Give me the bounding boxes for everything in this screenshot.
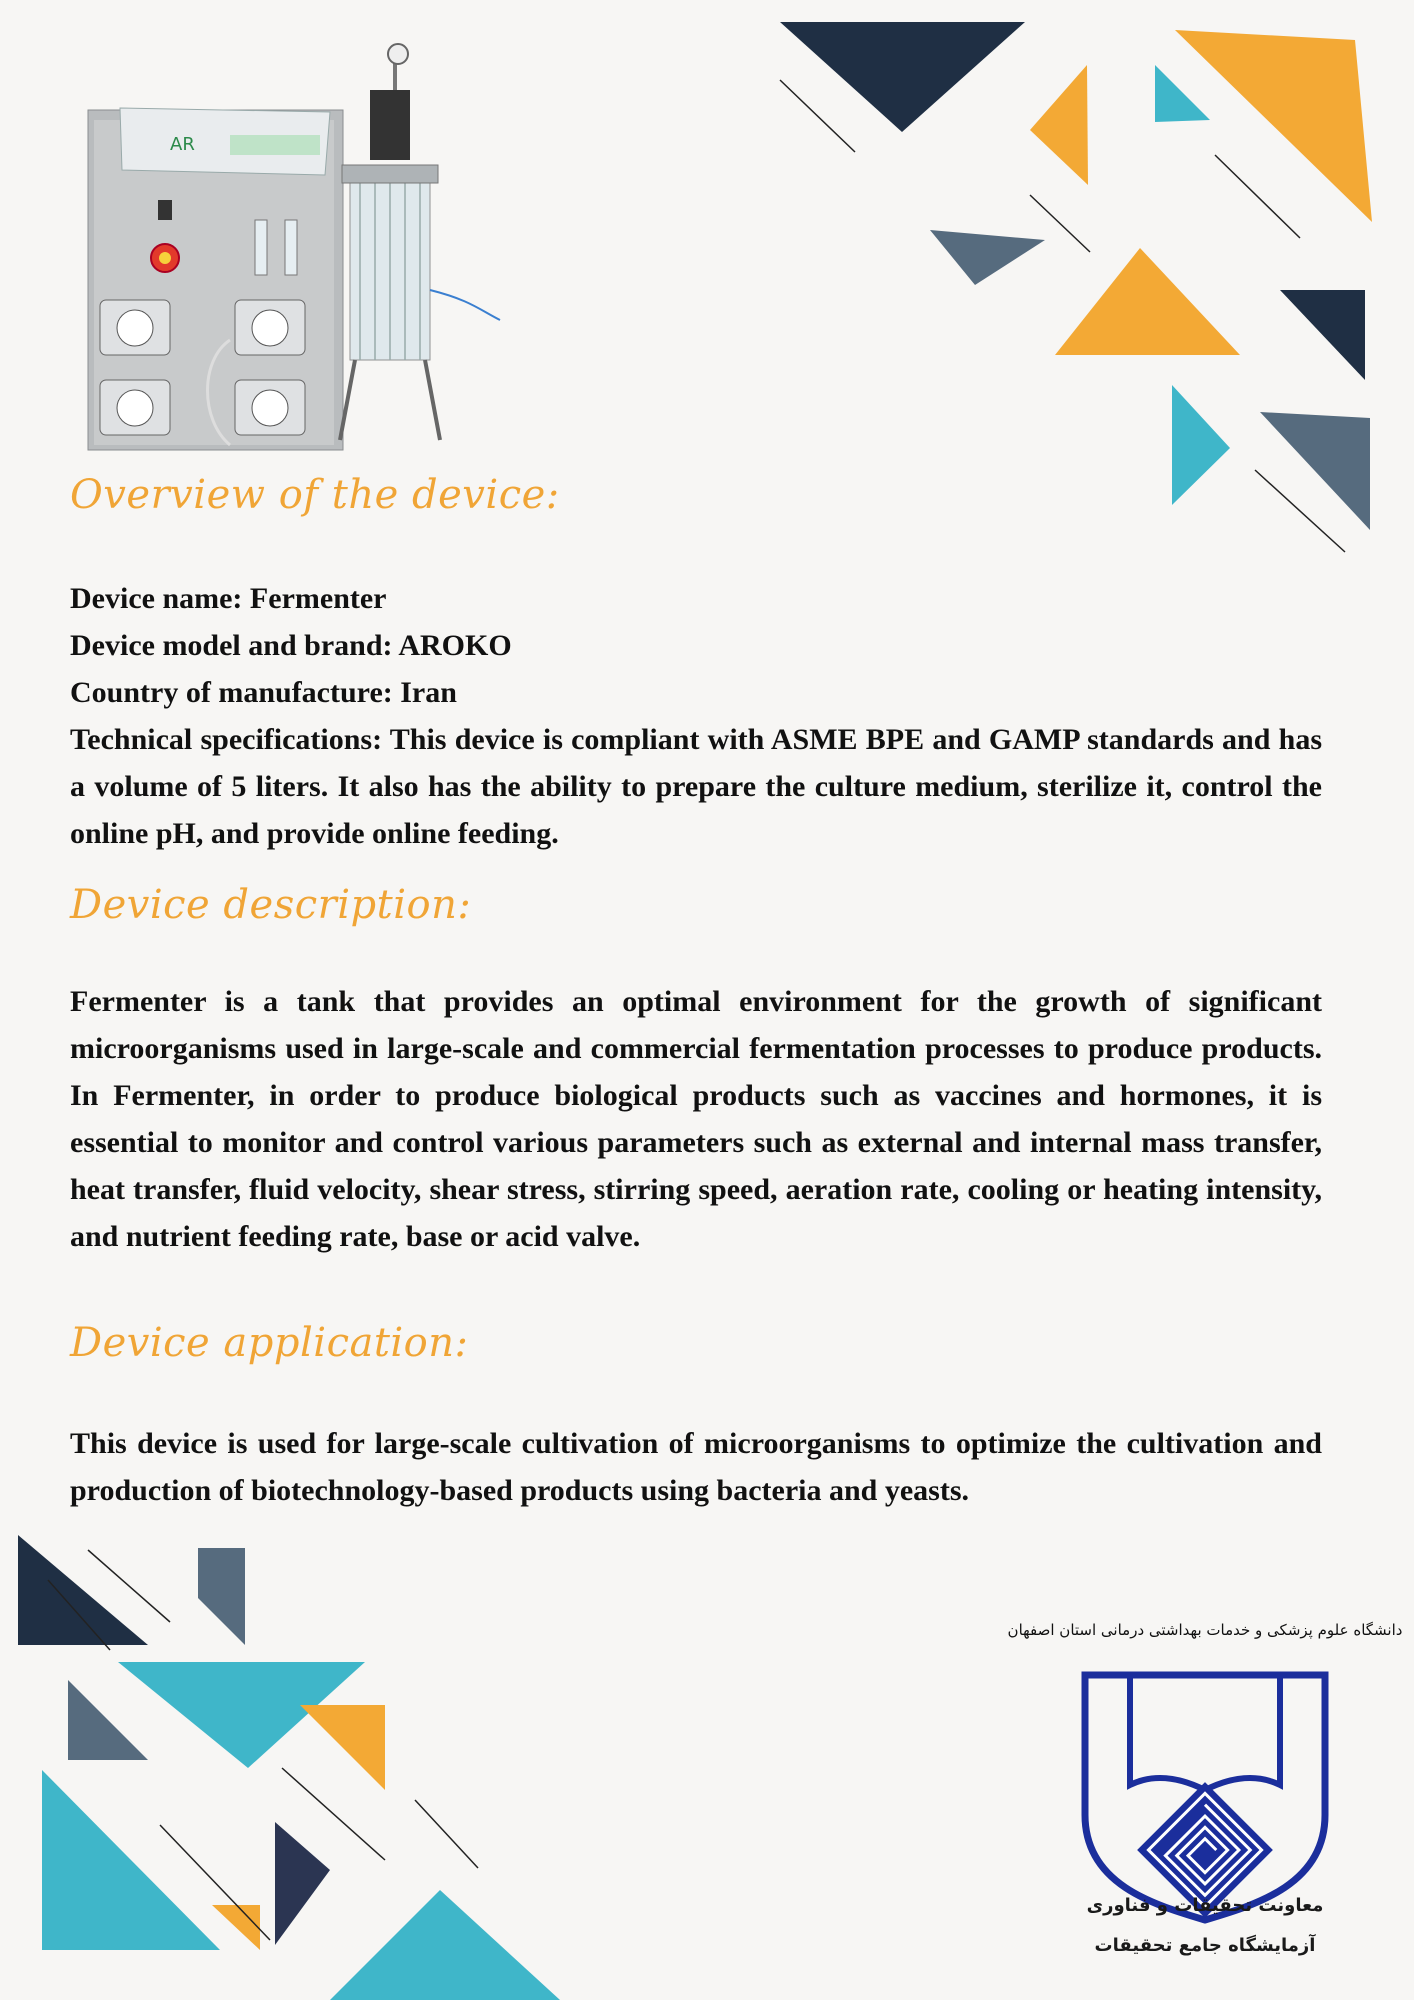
logo-caption-research: معاونت تحقیقات و فناوری xyxy=(1086,1895,1324,1916)
navy-triangle-bottom xyxy=(18,1535,148,1645)
orange-triangle-bottom-small xyxy=(212,1905,260,1950)
diagonal-line xyxy=(1215,155,1300,238)
overview-heading: Overview of the device: xyxy=(70,472,560,518)
slate-triangle-mid xyxy=(930,230,1045,285)
logo-caption-laboratory: آزمایشگاه جامع تحقیقات xyxy=(1094,1935,1316,1956)
device-model-brand: Device model and brand: AROKO xyxy=(70,629,512,662)
description-heading: Device description: xyxy=(70,882,472,928)
country-of-manufacture: Country of manufacture: Iran xyxy=(70,676,457,709)
technical-specifications: Technical specifications: This device is compliant with ASME BPE and GAMP standards and has a volume of 5 liters. It also has the ability to prepare the culture medium, sterilize it, control the online pH, and provide online feeding. xyxy=(70,723,1322,850)
cyan-triangle-bottom-right xyxy=(330,1890,560,2000)
logo-calligraphy: دانشگاه علوم پزشکی و خدمات بهداشتی درمانی استان اصفهان xyxy=(1007,1621,1403,1639)
university-logo xyxy=(1007,1575,1403,1985)
application-heading: Device application: xyxy=(70,1320,469,1366)
slate-triangle-right xyxy=(1260,412,1370,530)
navy-triangle-bottom-right xyxy=(275,1822,330,1945)
navy-triangle-right xyxy=(1280,290,1365,380)
device-panel-label: AR xyxy=(170,134,195,155)
device-name: Device name: Fermenter xyxy=(70,582,387,615)
fermenter-device-image xyxy=(80,40,520,460)
cyan-triangle-small xyxy=(1155,65,1210,122)
orange-triangle-top-right xyxy=(1175,30,1372,222)
diagonal-line xyxy=(780,80,855,152)
application-text: This device is used for large-scale cultivation of microorganisms to optimize the cultivation and production of biotechnology-based products using bacteria and yeasts. xyxy=(70,1427,1322,1507)
slate-triangle-bottom-small xyxy=(198,1548,245,1645)
description-text: Fermenter is a tank that provides an optimal environment for the growth of significant microorganisms used in large-scale and commercial fermentation processes to produce products. In Fermenter, in order to produce biological products such as vaccines and hormones, it is essential to monitor and control various parameters such as external and internal mass transfer, heat transfer, fluid velocity, shear stress, stirring speed, aeration rate, cooling or heating intensity, and nutrient feeding rate, base or acid valve. xyxy=(70,985,1322,1253)
orange-triangle-mid xyxy=(1055,248,1240,355)
cyan-triangle-right xyxy=(1172,385,1230,505)
orange-triangle-bottom xyxy=(300,1705,385,1790)
orange-triangle-left xyxy=(1030,65,1088,185)
slate-triangle-bottom-left xyxy=(68,1680,148,1760)
overview-section xyxy=(70,575,1322,857)
diagonal-line xyxy=(415,1800,478,1868)
